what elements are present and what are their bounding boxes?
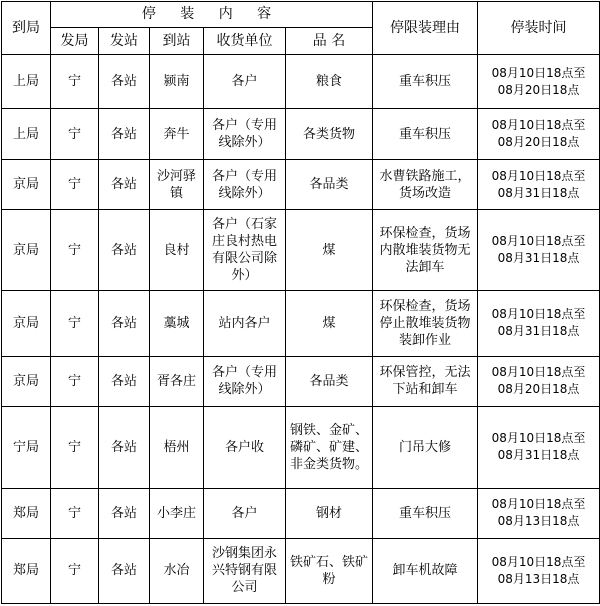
cell-consignee: 各户（专用线除外） <box>204 356 286 406</box>
cell-from-bureau: 宁 <box>51 406 99 488</box>
time-start: 08月10日18点至 <box>491 365 586 380</box>
cell-goods: 钢铁、金矿、磷矿、矿建、非金类货物。 <box>286 406 373 488</box>
time-end: 08月31日18点 <box>497 251 580 266</box>
table-row <box>2 291 600 356</box>
cell-from-station: 各站 <box>99 356 150 406</box>
cell-consignee: 各户收 <box>204 406 286 488</box>
cell-reason: 重车积压 <box>373 488 478 538</box>
header-reason: 停限装理由 <box>373 2 478 55</box>
stop-loading-table <box>1 1 600 604</box>
cell-from-bureau: 宁 <box>51 210 99 291</box>
cell-from-station: 各站 <box>99 109 150 160</box>
cell-reason: 重车积压 <box>373 55 478 109</box>
cell-goods: 各品类 <box>286 160 373 210</box>
time-start: 08月10日18点至 <box>491 554 586 569</box>
cell-time <box>478 538 600 603</box>
cell-reason: 水曹铁路施工，货场改造 <box>373 160 478 210</box>
cell-to-bureau: 京局 <box>2 210 51 291</box>
header-group-content: 停 装 内 容 <box>51 2 373 28</box>
cell-to-bureau: 京局 <box>2 291 51 356</box>
cell-from-station: 各站 <box>99 291 150 356</box>
table-row <box>2 356 600 406</box>
time-end: 08月20日18点 <box>497 382 580 397</box>
cell-to-bureau: 郑局 <box>2 488 51 538</box>
cell-time <box>478 356 600 406</box>
cell-time <box>478 160 600 210</box>
cell-to-bureau: 上局 <box>2 109 51 160</box>
cell-time <box>478 210 600 291</box>
cell-to-bureau: 宁局 <box>2 406 51 488</box>
cell-reason: 环保管控，无法下站和卸车 <box>373 356 478 406</box>
time-start: 08月10日18点至 <box>491 118 586 133</box>
time-end: 08月31日18点 <box>497 448 580 463</box>
cell-to-station: 藁城 <box>150 291 204 356</box>
table-row <box>2 109 600 160</box>
time-start: 08月10日18点至 <box>491 431 586 446</box>
table-row <box>2 488 600 538</box>
time-start: 08月10日18点至 <box>491 307 586 322</box>
cell-from-bureau: 宁 <box>51 291 99 356</box>
cell-reason: 门吊大修 <box>373 406 478 488</box>
cell-goods: 各品类 <box>286 356 373 406</box>
table-row <box>2 55 600 109</box>
cell-time <box>478 109 600 160</box>
cell-from-station: 各站 <box>99 488 150 538</box>
time-end: 08月31日18点 <box>497 324 580 339</box>
cell-consignee: 各户（专用线除外） <box>204 109 286 160</box>
cell-from-bureau: 宁 <box>51 160 99 210</box>
cell-to-station: 沙河驿镇 <box>150 160 204 210</box>
cell-consignee: 沙钢集团永兴特钢有限公司 <box>204 538 286 603</box>
header-from-bureau: 发局 <box>51 28 99 55</box>
header-to-bureau: 到局 <box>2 2 51 55</box>
table-row <box>2 210 600 291</box>
cell-time <box>478 291 600 356</box>
time-end: 08月13日18点 <box>497 571 580 586</box>
cell-to-bureau: 上局 <box>2 55 51 109</box>
table-row <box>2 160 600 210</box>
time-start: 08月10日18点至 <box>491 234 586 249</box>
cell-consignee: 各户（石家庄良村热电有限公司除外） <box>204 210 286 291</box>
time-start: 08月10日18点至 <box>491 497 586 512</box>
cell-to-station: 胥各庄 <box>150 356 204 406</box>
header-from-station: 发站 <box>99 28 150 55</box>
cell-from-station: 各站 <box>99 55 150 109</box>
cell-goods: 钢材 <box>286 488 373 538</box>
cell-consignee: 各户 <box>204 488 286 538</box>
cell-to-bureau: 郑局 <box>2 538 51 603</box>
header-goods: 品 名 <box>286 28 373 55</box>
cell-reason: 卸车机故障 <box>373 538 478 603</box>
cell-to-station: 梧州 <box>150 406 204 488</box>
cell-to-bureau: 京局 <box>2 356 51 406</box>
cell-time <box>478 488 600 538</box>
header-to-station: 到站 <box>150 28 204 55</box>
cell-goods: 铁矿石、铁矿粉 <box>286 538 373 603</box>
cell-from-bureau: 宁 <box>51 55 99 109</box>
cell-consignee: 站内各户 <box>204 291 286 356</box>
header-consignee: 收货单位 <box>204 28 286 55</box>
cell-from-station: 各站 <box>99 210 150 291</box>
time-end: 08月13日18点 <box>497 514 580 529</box>
table-row <box>2 406 600 488</box>
time-end: 08月31日18点 <box>497 185 580 200</box>
cell-from-station: 各站 <box>99 406 150 488</box>
table-row <box>2 538 600 603</box>
header-time: 停装时间 <box>478 2 600 55</box>
cell-from-bureau: 宁 <box>51 488 99 538</box>
cell-time <box>478 55 600 109</box>
cell-reason: 环保检查，货场停止散堆装货物装卸作业 <box>373 291 478 356</box>
time-start: 08月10日18点至 <box>491 65 586 80</box>
cell-to-station: 良村 <box>150 210 204 291</box>
cell-goods: 各类货物 <box>286 109 373 160</box>
cell-from-station: 各站 <box>99 538 150 603</box>
cell-from-bureau: 宁 <box>51 109 99 160</box>
cell-reason: 重车积压 <box>373 109 478 160</box>
cell-to-station: 水冶 <box>150 538 204 603</box>
cell-goods: 粮食 <box>286 55 373 109</box>
cell-from-bureau: 宁 <box>51 538 99 603</box>
time-start: 08月10日18点至 <box>491 168 586 183</box>
cell-from-bureau: 宁 <box>51 356 99 406</box>
cell-goods: 煤 <box>286 210 373 291</box>
cell-reason: 环保检查，货场内散堆装货物无法卸车 <box>373 210 478 291</box>
cell-time <box>478 406 600 488</box>
cell-to-station: 颍南 <box>150 55 204 109</box>
cell-consignee: 各户（专用线除外） <box>204 160 286 210</box>
time-end: 08月20日18点 <box>497 135 580 150</box>
cell-from-station: 各站 <box>99 160 150 210</box>
cell-goods: 煤 <box>286 291 373 356</box>
time-end: 08月20日18点 <box>497 82 580 97</box>
cell-consignee: 各户 <box>204 55 286 109</box>
cell-to-station: 奔牛 <box>150 109 204 160</box>
cell-to-bureau: 京局 <box>2 160 51 210</box>
cell-to-station: 小李庄 <box>150 488 204 538</box>
